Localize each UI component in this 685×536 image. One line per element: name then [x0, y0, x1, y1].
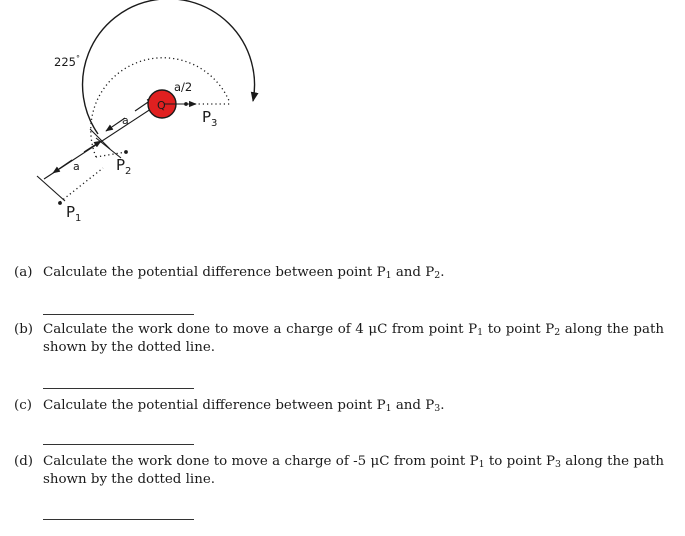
- point-p1: [58, 201, 62, 205]
- answer-line-a[interactable]: [43, 314, 194, 315]
- point-label-p2: $P_2$: [116, 156, 132, 177]
- dim-arrow-a-outer: [53, 160, 72, 173]
- question-c: [14, 397, 664, 415]
- distance-label-outer: a: [73, 160, 80, 173]
- question-d-text: Calculate the work done to move a charge of -5 μC from point $P_1$ to point $P_3$ along the path shown by the dotted line.: [43, 454, 664, 487]
- question-a-label: (a): [14, 265, 33, 280]
- question-d-label: (d): [14, 454, 34, 469]
- question-b-label: (b): [14, 322, 34, 337]
- half-distance-label: a/2: [174, 80, 193, 94]
- answer-line-c[interactable]: [43, 444, 194, 445]
- question-b-text: Calculate the work done to move a charge of 4 μC from point $P_1$ to point $P_2$ along the path shown by the dotted line.: [43, 322, 664, 355]
- question-d: [14, 453, 664, 489]
- question-b: [14, 321, 664, 357]
- question-a: [14, 264, 664, 282]
- tick-outer: [37, 176, 65, 201]
- question-c-label: (c): [14, 398, 32, 413]
- answer-line-d[interactable]: [43, 519, 194, 520]
- dotted-path-p1-segment: [60, 168, 103, 202]
- answer-line-b[interactable]: [43, 388, 194, 389]
- point-label-p3: $P_3$: [202, 108, 218, 129]
- point-p3: [184, 102, 188, 106]
- angle-label: 225°: [54, 54, 80, 69]
- point-p2: [124, 150, 128, 154]
- question-c-text: Calculate the potential difference between point $P_1$ and $P_3$.: [43, 398, 445, 414]
- charge-label: Q: [157, 99, 166, 112]
- charge-diagram: [0, 0, 300, 235]
- distance-label-inner: a: [122, 114, 129, 127]
- point-label-p1: $P_1$: [66, 203, 82, 224]
- dim-arrow-a-outer-2: [84, 141, 101, 152]
- question-a-text: Calculate the potential difference between point $P_1$ and $P_2$.: [43, 265, 445, 281]
